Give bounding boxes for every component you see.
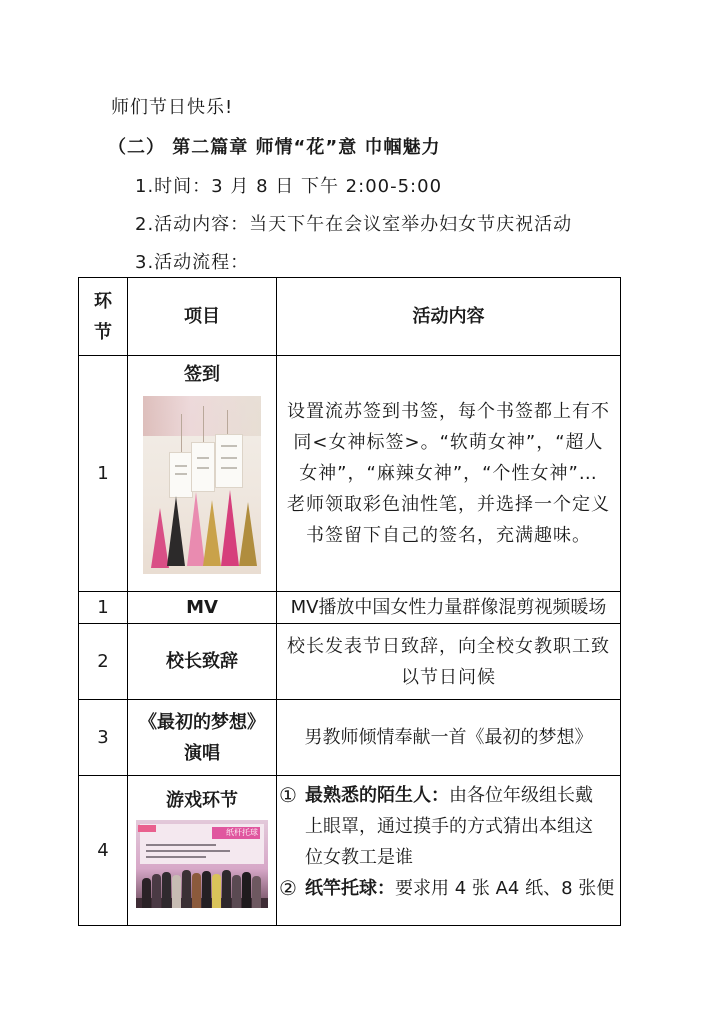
header-stage-line1: 环: [94, 290, 112, 312]
section-title: （二） 第二篇章 师情“花”意 巾帼魅力: [108, 137, 441, 158]
number-two-marker: ②: [279, 876, 297, 900]
content-cell: [277, 776, 621, 926]
content-line: 2.活动内容：当天下午在会议室举办妇女节庆祝活动: [135, 214, 573, 235]
game-stage-photo: [136, 820, 268, 908]
content-line: 以节日问候: [401, 666, 496, 688]
item-cell: [128, 356, 277, 592]
item-cell: [128, 700, 277, 776]
content-cell: 男教师倾情奉献一首《最初的梦想》: [277, 700, 621, 776]
sign-in-bookmarks-photo: [143, 396, 261, 574]
game-item-2: [279, 873, 616, 904]
time-line: 1.时间：3 月 8 日 下午 2:00-5:00: [135, 176, 443, 197]
content-line: 书签留下自己的签名，充满趣味。: [306, 525, 591, 546]
header-content: 活动内容: [277, 278, 621, 356]
header-stage-line2: 节: [94, 321, 112, 343]
table-row: [79, 624, 621, 700]
item-title: 签到: [184, 364, 220, 385]
table-row: [79, 592, 621, 624]
number-one-marker: ①: [279, 783, 297, 807]
photo-banner-text: 纸杆托球: [226, 828, 258, 837]
content-cell: MV播放中国女性力量群像混剪视频暖场: [277, 592, 621, 624]
item-title-line2: 演唱: [184, 742, 220, 764]
greeting-text: 师们节日快乐!: [111, 97, 234, 118]
item-cell: [128, 776, 277, 926]
game-desc-line: 位女教工是谁: [305, 847, 413, 868]
content-line: 校长发表节日致辞，向全校女教职工致: [287, 635, 610, 657]
game-desc: 由各位年级组长戴: [449, 785, 593, 806]
game-item-1: [279, 780, 616, 811]
stage-cell: 1: [79, 592, 128, 624]
item-title-line1: 《最初的梦想》: [139, 711, 265, 733]
stage-cell: 3: [79, 700, 128, 776]
table-row: [79, 776, 621, 926]
content-cell: [277, 356, 621, 592]
game-name: 最熟悉的陌生人：: [305, 785, 449, 806]
item-title: 游戏环节: [166, 790, 238, 811]
item-cell: MV: [128, 592, 277, 624]
stage-cell: 2: [79, 624, 128, 700]
item-cell: 校长致辞: [128, 624, 277, 700]
content-cell: [277, 624, 621, 700]
game-desc-line: 上眼罩，通过摸手的方式猜出本组这: [305, 816, 593, 837]
header-item: 项目: [128, 278, 277, 356]
table-row: [79, 356, 621, 592]
game-desc: 要求用 4 张 A4 纸、8 张便: [395, 878, 615, 899]
content-line: 同<女神标签>。“软萌女神”，“超人: [293, 432, 604, 453]
content-line: 女神”，“麻辣女神”，“个性女神”…: [299, 463, 598, 484]
stage-cell: 1: [79, 356, 128, 592]
game-name: 纸竿托球：: [305, 878, 395, 899]
flow-label: 3.活动流程：: [135, 252, 250, 273]
activity-flow-table: [78, 277, 621, 926]
header-stage: [79, 278, 128, 356]
stage-cell: 4: [79, 776, 128, 926]
table-header-row: [79, 278, 621, 356]
table-row: [79, 700, 621, 776]
content-line: 设置流苏签到书签，每个书签都上有不: [287, 401, 610, 422]
content-line: 老师领取彩色油性笔，并选择一个定义: [287, 494, 610, 515]
